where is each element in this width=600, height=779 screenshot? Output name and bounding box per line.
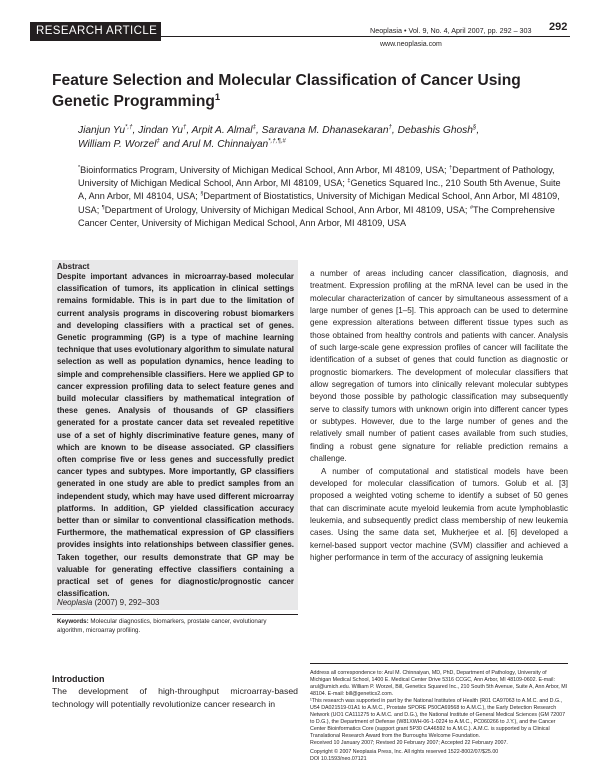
affiliation-mark: §: [200, 191, 204, 198]
abstract-citation: [57, 597, 159, 609]
affiliation-text: Genetics Squared Inc., 210 South 5th Avenue, Suite A, Ann Arbor, MI 48104, USA;: [78, 178, 561, 202]
body-paragraph: A number of computational and statistical models have been developed for molecular classification of tumors. Golub et al. [3] proposed a weighted voting scheme to identify a subset of 50 genes that can discriminate acute myeloid leukemia from acute lymphoblastic leukemia, and subsequently predict class membership of new leukemia cases. Using the same data set, Mukherjee et al. [6] developed a kernel-based support vector machine (SVM) classifier and achieved a higher performance in term of the accuracy of assigning leukemia: [310, 466, 568, 562]
header-rule: [161, 36, 570, 37]
author-name: Jianjun Yu: [78, 125, 126, 136]
article-title-text: Feature Selection and Molecular Classification of Cancer Using Genetic Programming: [52, 72, 521, 110]
affiliation-text: The Comprehensive Cancer Center, University of Michigan Medical School, Ann Arbor, MI 48109, USA: [78, 204, 555, 228]
right-column-body: [310, 268, 568, 564]
abstract-heading: Abstract: [57, 262, 90, 271]
author-affiliation-mark: ‡: [252, 123, 256, 131]
journal-info: Neoplasia • Vol. 9, No. 4, April 2007, pp. 292 – 303: [370, 26, 532, 35]
keywords-text: Molecular diagnostics, biomarkers, prostate cancer, evolutionary algorithm, microarray profiling.: [57, 618, 267, 634]
affiliation-mark: *: [78, 164, 81, 171]
introduction-heading: Introduction: [52, 674, 105, 684]
section-tag: RESEARCH ARTICLE: [30, 22, 161, 41]
copyright-notice: Copyright © 2007 Neoplasia Press, Inc. All rights reserved 1522-8002/07/$25.00: [310, 749, 499, 756]
author-name: Saravana M. Dhanasekaran: [261, 125, 389, 136]
author-name: Arul M. Chinnaiyan: [182, 139, 269, 150]
author-affiliation-mark: *,†,¶,#: [268, 137, 286, 145]
page-number: 292: [549, 21, 568, 33]
affiliation-mark: ‡: [347, 178, 351, 185]
doi[interactable]: DOI 10.1593/neo.07121: [310, 756, 367, 763]
author-list: Jianjun Yu*,†, Jindan Yu†, Arpit A. Almal‡, Saravana M. Dhanasekaran†, Debashis Ghosh§, William P. Worzel‡ and Arul M. Chinnaiyan*,†,¶,#: [78, 123, 480, 150]
affiliation-mark: †: [449, 164, 453, 171]
keywords-label: Keywords:: [57, 618, 89, 625]
footnote-divider: [310, 663, 568, 664]
author-affiliation-mark: *,†: [125, 123, 133, 131]
affiliation-text: Department of Pathology, University of Michigan Medical School, Ann Arbor, MI 48109, USA;: [78, 165, 555, 189]
keywords: [57, 618, 294, 635]
author-name: Arpit A. Almal: [191, 125, 253, 136]
journal-url[interactable]: www.neoplasia.com: [380, 41, 442, 48]
author-affiliation-mark: ‡: [156, 137, 160, 145]
received-dates: Received 10 January 2007; Revised 20 February 2007; Accepted 22 February 2007.: [310, 739, 508, 746]
funding-note: ¹This research was supported in part by the National Institutes of Health (R01 CA97063 to A.M.C. and D.G., U54 DA021519-01A1 to A.M.C., Prostate SPORE P50CA69568 to A.M.C.), the Early Detection Research Network (UO1 CA111275 to A.M.C. and D.G.), the National Institute of General Medical Sciences (GM 72007 to D.G.), the Department of Defense (W81XWH-06-1-0224 to A.M.C., PC060266 to J.Y.), and the Cancer Center Bioinformatics Core (support grant 5P30 CA46592 to A.M.C.). A.M.C. is supported by a Clinical Translational Research Award from the Burroughs Welcome Foundation.: [310, 697, 566, 739]
author-name: Jindan Yu: [138, 125, 183, 136]
article-title: [52, 70, 532, 112]
keywords-divider: [52, 614, 298, 615]
introduction-text: The development of high-throughput microarray-based technology will potentially revolutionize cancer research in: [52, 686, 298, 709]
footnotes: [310, 670, 568, 763]
correspondence-note: Address all correspondence to: Arul M. Chinnaiyan, MD, PhD, Department of Pathology, University of Michigan Medical School, 1400 E. Medical Center Drive 5316 CCGC, Ann Arbor, MI 48109-0602. E-mail: arul@umich.edu. William P. Worzel, Bill, Genetics Squared Inc., 210 South 5th Avenue, Suite A, Ann Arbor, MI 48104. E-mail: bill@genetics2.com.: [310, 670, 568, 697]
author-affiliation-mark: §: [472, 123, 477, 131]
author-affiliation-mark: †: [388, 123, 392, 131]
citation-details: (2007) 9, 292–303: [94, 598, 160, 607]
affiliation-text: Department of Urology, University of Michigan Medical School, Ann Arbor, MI 48109, USA;: [104, 204, 468, 215]
body-paragraph: a number of areas including cancer classification, diagnosis, and treatment. Expression profiling at the mRNA level can be used in the molecular characterization of cancer by simultaneous assessment of a large number of genes [1–5]. This approach can be used to determine gene expression alterations between different tissue types such as those obtained from healthy controls and patients with cancer. Analysis of such large-scale gene expression profiles of cancer will facilitate the identification of a subset of genes that could function as diagnostic or prognostic biomarkers. The development of molecular classifiers that allow segregation of tumors into clinically relevant molecular subtypes beyond those possible by pathologic classification may subsequently serve to classify tumors with unknown origin into different cancer types or subtypes. However, due to the large number of genes and the relatively small number of patient cases available from such studies, finding a robust gene signature for reliable prediction remains a challenge.: [310, 269, 568, 464]
affiliation-mark: #: [469, 204, 474, 211]
author-name: Debashis Ghosh: [397, 125, 473, 136]
affiliations: [78, 164, 568, 230]
author-affiliation-mark: †: [182, 123, 187, 131]
affiliation-text: Department of Biostatistics, University of Michigan Medical School, Ann Arbor, MI 48109, USA;: [78, 191, 560, 215]
author-name: William P. Worzel: [78, 139, 157, 150]
abstract-text: Despite important advances in microarray-based molecular classification of tumors, its application in clinical settings remains formidable. This is in part due to the limitation of current analysis programs in discovering robust biomarkers and developing classifiers with a practical set of genes. Genetic programming (GP) is a type of machine learning technique that uses evolutionary algorithm to simulate natural selection as well as population dynamics, hence leading to simple and comprehensible classifiers. Here we applied GP to cancer expression profiling data to select feature genes and build molecular classifiers by mathematical integration of these genes. Analysis of thousands of GP classifiers generated for a prostate cancer data set revealed repetitive use of a set of highly discriminative feature genes, many of which are known to be disease associated. GP classifiers often comprise five or less genes and successfully predict cancer types and subtypes. More importantly, GP classifiers generated in one study are able to predict samples from an independent study, which may have used different microarray platforms. In addition, GP yielded classification accuracy better than or similar to conventional classification methods. Furthermore, the mathematical expression of GP classifiers provides insights into relationships between classifier genes. Taken together, our results demonstrate that GP may be valuable for generating effective classifiers containing a practical set of genes for diagnostic/prognostic cancer classification.: [57, 272, 294, 599]
affiliation-text: Bioinformatics Program, University of Michigan Medical School, Ann Arbor, MI 48109, USA;: [80, 165, 447, 175]
citation-journal: Neoplasia: [57, 598, 93, 607]
title-footnote-mark: 1: [214, 91, 221, 102]
affiliation-mark: ¶: [101, 204, 105, 211]
